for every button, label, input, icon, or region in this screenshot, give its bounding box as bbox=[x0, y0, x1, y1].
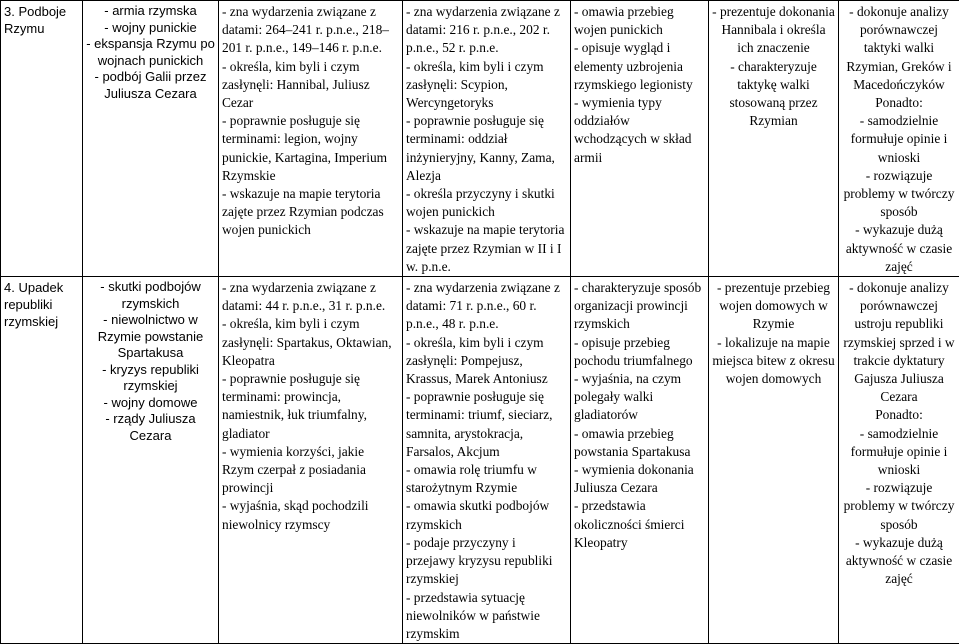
requirements-cell: - zna wydarzenia związane z datami: 44 r. p.n.e., 31 r. p.n.e. - określa, kim byli i czym zasłynęli: Spartakus, Oktawian, Kleopatra - poprawnie posługuje się terminami: prowincja, namiestnik, łuk triumfalny, gladiator - wymienia korzyści, jakie Rzym czerpał z posiadania prowincji - wyjaśnia, skąd pochodzili niewolnicy rzymscy bbox=[219, 277, 403, 644]
requirements-cell: - omawia przebieg wojen punickich - opisuje wygląd i elementy uzbrojenia rzymskiego legionisty - wymienia typy oddziałów wchodzących w skład armii bbox=[571, 1, 709, 277]
requirements-cell: - prezentuje przebieg wojen domowych w Rzymie - lokalizuje na mapie miejsca bitew z okresu wojen domowych bbox=[709, 277, 839, 644]
requirements-cell: - zna wydarzenia związane z datami: 71 r. p.n.e., 60 r. p.n.e., 48 r. p.n.e. - określa, kim byli i czym zasłynęli: Pompejusz, Krassus, Marek Antoniusz - poprawnie posługuje się terminami: triumf, sieciarz, samnita, arystokracja, Farsalos, Akcjum - omawia rolę triumfu w starożytnym Rzymie - omawia skutki podbojów rzymskich - podaje przyczyny i przejawy kryzysu republiki rzymskiej - przedstawia sytuację niewolników w państwie rzymskim bbox=[403, 277, 571, 644]
topic-cell: 4. Upadek republiki rzymskiej bbox=[1, 277, 83, 644]
requirements-cell: - zna wydarzenia związane z datami: 216 r. p.n.e., 202 r. p.n.e., 52 r. p.n.e. - określa, kim byli i czym zasłynęli: Scypion, Wercyngetoryks - poprawnie posługuje się terminami: oddział inżynieryjny, Kanny, Zama, Alezja - określa przyczyny i skutki wojen punickich - wskazuje na mapie terytoria zajęte przez Rzymian w II i I w. p.n.e. bbox=[403, 1, 571, 277]
requirements-cell: - zna wydarzenia związane z datami: 264–241 r. p.n.e., 218–201 r. p.n.e., 149–146 r. p.n.e. - określa, kim byli i czym zasłynęli: Hannibal, Juliusz Cezar - poprawnie posługuje się terminami: legion, wojny punickie, Kartagina, Imperium Rzymskie - wskazuje na mapie terytoria zajęte przez Rzymian podczas wojen punickich bbox=[219, 1, 403, 277]
table-row bbox=[1, 1, 959, 277]
topic-cell: 3. Podboje Rzymu bbox=[1, 1, 83, 277]
content-cell: - skutki podbojów rzymskich - niewolnictwo w Rzymie powstanie Spartakusa - kryzys republiki rzymskiej - wojny domowe - rządy Juliusza Cezara bbox=[83, 277, 219, 644]
requirements-cell: - charakteryzuje sposób organizacji prowincji rzymskich - opisuje przebieg pochodu triumfalnego - wyjaśnia, na czym polegały walki gladiatorów - omawia przebieg powstania Spartakusa - wymienia dokonania Juliusza Cezara - przedstawia okoliczności śmierci Kleopatry bbox=[571, 277, 709, 644]
requirements-cell: - dokonuje analizy porównawczej ustroju republiki rzymskiej sprzed i w trakcie dyktatury Gajusza Juliusza Cezara Ponadto: - samodzielnie formułuje opinie i wnioski - rozwiązuje problemy w twórczy sposób - wykazuje dużą aktywność w czasie zajęć bbox=[839, 277, 959, 644]
requirements-cell: - dokonuje analizy porównawczej taktyki walki Rzymian, Greków i Macedończyków Ponadto: - samodzielnie formułuje opinie i wnioski - rozwiązuje problemy w twórczy sposób - wykazuje dużą aktywność w czasie zajęć bbox=[839, 1, 959, 277]
content-cell: - armia rzymska - wojny punickie - ekspansja Rzymu po wojnach punickich - podbój Galii przez Juliusza Cezara bbox=[83, 1, 219, 277]
table-row bbox=[1, 277, 959, 644]
requirements-cell: - prezentuje dokonania Hannibala i określa ich znaczenie - charakteryzuje taktykę walki stosowaną przez Rzymian bbox=[709, 1, 839, 277]
